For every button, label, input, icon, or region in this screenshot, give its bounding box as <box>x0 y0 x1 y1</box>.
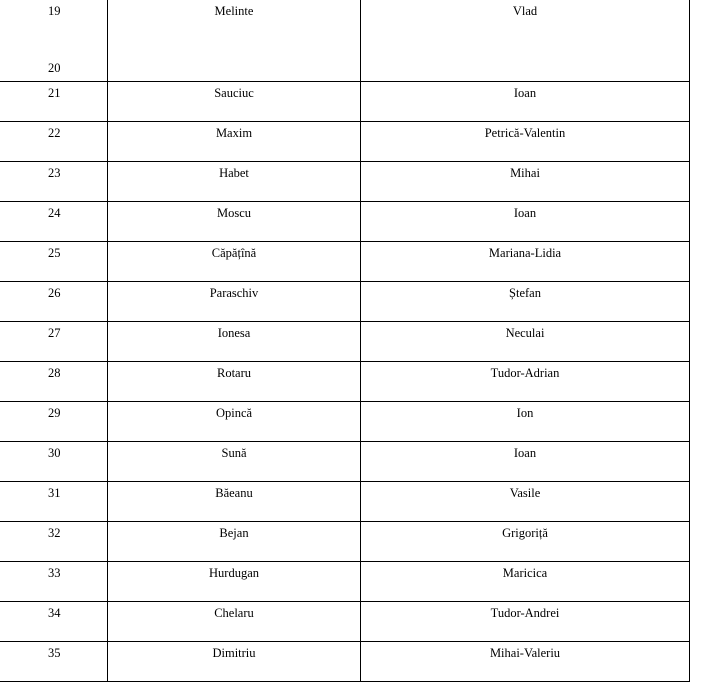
first-name: Ioan <box>513 446 537 460</box>
last-name: Habet <box>219 166 249 180</box>
first-name-cell <box>361 242 690 282</box>
last-name: Melinte <box>214 4 254 18</box>
last-name: Chelaru <box>214 606 254 620</box>
row-number: 19 <box>48 4 61 18</box>
last-name: Dimitriu <box>212 646 256 660</box>
last-name: Sună <box>221 446 247 460</box>
row-number: 20 <box>48 61 61 75</box>
last-name-cell <box>108 0 361 82</box>
first-name-cell <box>361 362 690 402</box>
row-number-cell <box>0 162 108 202</box>
row-number-cell <box>0 642 108 682</box>
table-row <box>0 162 690 202</box>
row-number: 24 <box>48 206 61 220</box>
row-number-cell <box>0 242 108 282</box>
first-name: Vlad <box>512 4 538 18</box>
first-name-cell <box>361 442 690 482</box>
first-name: Mihai <box>510 166 540 180</box>
row-number-cell <box>0 442 108 482</box>
first-name: Mariana-Lidia <box>488 246 562 260</box>
row-number: 25 <box>48 246 61 260</box>
first-name-cell <box>361 202 690 242</box>
last-name: Rotaru <box>216 366 252 380</box>
first-name-cell <box>361 122 690 162</box>
last-name-cell <box>108 562 361 602</box>
row-number: 23 <box>48 166 61 180</box>
last-name-cell <box>108 202 361 242</box>
first-name-cell <box>361 482 690 522</box>
last-name-cell <box>108 122 361 162</box>
row-number-cell <box>0 322 108 362</box>
first-name-cell <box>361 162 690 202</box>
row-number: 31 <box>48 486 61 500</box>
last-name-cell <box>108 482 361 522</box>
last-name: Băeanu <box>215 486 253 500</box>
last-name-cell <box>108 642 361 682</box>
last-name: Căpățînă <box>211 246 257 260</box>
first-name: Mihai-Valeriu <box>489 646 561 660</box>
first-name: Ion <box>516 406 534 420</box>
table-row <box>0 602 690 642</box>
row-number: 32 <box>48 526 61 540</box>
table-row <box>0 402 690 442</box>
first-name-cell <box>361 522 690 562</box>
row-number: 33 <box>48 566 61 580</box>
first-name-cell <box>361 602 690 642</box>
row-number: 30 <box>48 446 61 460</box>
row-number: 28 <box>48 366 61 380</box>
row-number: 29 <box>48 406 61 420</box>
table-row <box>0 442 690 482</box>
last-name: Bejan <box>219 526 249 540</box>
first-name-cell <box>361 642 690 682</box>
last-name-cell <box>108 522 361 562</box>
table-row <box>0 562 690 602</box>
last-name: Ionesa <box>217 326 251 340</box>
first-name: Ioan <box>513 86 537 100</box>
row-number-cell <box>0 82 108 122</box>
row-number: 21 <box>48 86 61 100</box>
last-name-cell <box>108 242 361 282</box>
last-name: Maxim <box>215 126 253 140</box>
row-number-cell <box>0 202 108 242</box>
row-number-cell <box>0 362 108 402</box>
table-row <box>0 0 690 82</box>
last-name-cell <box>108 362 361 402</box>
table-row <box>0 122 690 162</box>
row-number-cell <box>0 0 108 82</box>
table-row <box>0 242 690 282</box>
row-number-cell <box>0 482 108 522</box>
last-name-cell <box>108 442 361 482</box>
first-name: Maricica <box>502 566 548 580</box>
row-number-cell <box>0 562 108 602</box>
table-row <box>0 282 690 322</box>
row-number: 22 <box>48 126 61 140</box>
first-name: Vasile <box>509 486 541 500</box>
last-name: Opincă <box>215 406 253 420</box>
first-name-cell <box>361 562 690 602</box>
last-name-cell <box>108 162 361 202</box>
first-name: Tudor-Andrei <box>490 606 560 620</box>
row-number: 34 <box>48 606 61 620</box>
row-number: 26 <box>48 286 61 300</box>
first-name: Tudor-Adrian <box>490 366 560 380</box>
table-row <box>0 322 690 362</box>
first-name-cell <box>361 402 690 442</box>
last-name-cell <box>108 602 361 642</box>
last-name: Hurdugan <box>209 566 259 580</box>
first-name-cell <box>361 0 690 82</box>
row-number-cell <box>0 602 108 642</box>
last-name: Moscu <box>216 206 252 220</box>
first-name-cell <box>361 282 690 322</box>
first-name: Ioan <box>513 206 537 220</box>
first-name-cell <box>361 322 690 362</box>
first-name: Petrică-Valentin <box>484 126 566 140</box>
last-name-cell <box>108 402 361 442</box>
last-name-cell <box>108 322 361 362</box>
row-number-cell <box>0 122 108 162</box>
row-number-cell <box>0 282 108 322</box>
table-row <box>0 82 690 122</box>
row-number: 35 <box>48 646 61 660</box>
last-name: Paraschiv <box>209 286 259 300</box>
first-name: Neculai <box>505 326 545 340</box>
first-name: Grigoriță <box>502 526 548 540</box>
row-number-cell <box>0 522 108 562</box>
table-row <box>0 202 690 242</box>
table-row <box>0 482 690 522</box>
table-row <box>0 362 690 402</box>
row-number-cell <box>0 402 108 442</box>
first-name-cell <box>361 82 690 122</box>
row-number: 27 <box>48 326 61 340</box>
first-name: Ștefan <box>509 286 541 300</box>
table-row <box>0 642 690 682</box>
last-name: Sauciuc <box>214 86 254 100</box>
last-name-cell <box>108 282 361 322</box>
last-name-cell <box>108 82 361 122</box>
table-row <box>0 522 690 562</box>
